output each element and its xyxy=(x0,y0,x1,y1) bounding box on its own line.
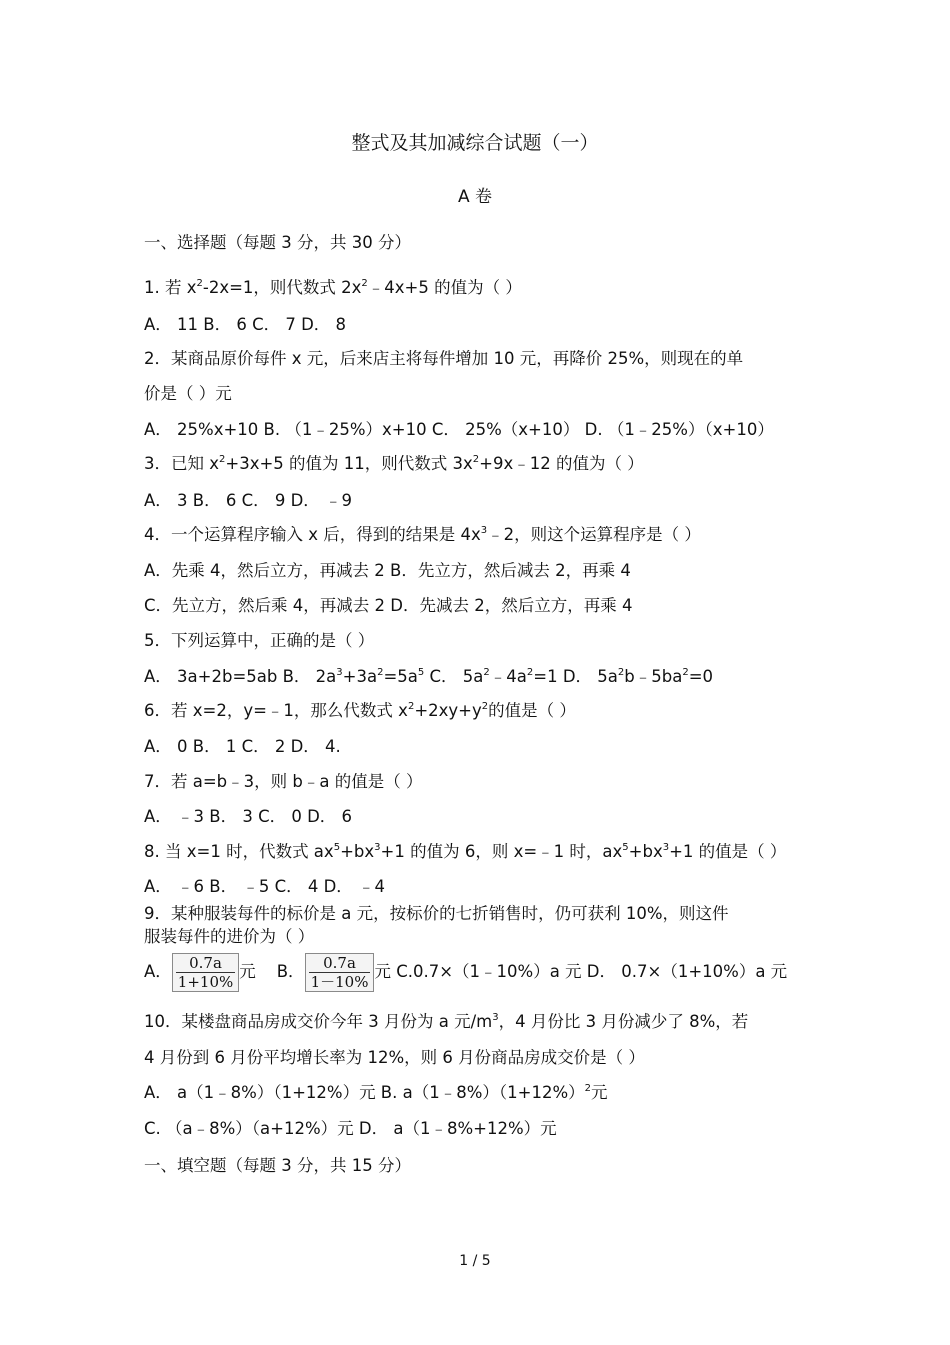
question-4: 4．一个运算程序输入 x 后，得到的结果是 $4x^3﹣2$，则这个运算程序是（ ） xyxy=(144,525,701,544)
question-3-options: A． 3 B． 6 C． 9 D． ﹣9 xyxy=(144,491,353,510)
question-6-options: A． 0 B． 1 C． 2 D． 4. xyxy=(144,737,341,756)
page-number: 1 / 5 xyxy=(459,1253,491,1269)
question-7: 7．若 a=b﹣3，则 b﹣a 的值是（ ） xyxy=(144,772,423,791)
question-10-options-2: C. （a﹣8%）（a+12%）元 D． a（1﹣8%+12%）元 xyxy=(144,1119,557,1138)
question-9-line2: 服装每件的进价为（ ） xyxy=(144,927,315,946)
section2-heading: 一、填空题（每题 3 分，共 15 分） xyxy=(144,1156,411,1175)
question-7-options: A． ﹣3 B． 3 C． 0 D． 6 xyxy=(144,807,353,826)
question-3: 3．已知 $x^2+3x+5$ 的值为 11，则代数式 $3x^2+9x﹣12$ 的值为（ ） xyxy=(144,454,644,473)
question-8: 8. 当 x=1 时，代数式 $ax^5+bx^3+1$ 的值为 6，则 x=﹣1 时，$ax^5+bx^3+1$ 的值是（ ） xyxy=(144,842,787,861)
question-4-options-1: A．先乘 4，然后立方，再减去 2 B．先立方，然后减去 2，再乘 4 xyxy=(144,561,631,580)
fraction-a: $\frac{0.7a}{1+10\%}$ xyxy=(172,953,239,992)
question-6: 6．若 x=2，y=﹣1，那么代数式 $x^2+2xy+y^2$的值是（ ） xyxy=(144,701,576,720)
question-2-line2: 价是（ ）元 xyxy=(144,384,232,403)
question-10-line1: 10．某楼盘商品房成交价今年 3 月份为 a 元$/m^3$，4 月份比 3 月份减少了 8%，若 xyxy=(144,1012,749,1031)
question-1: 1. 若 $x^2-2x=1$，则代数式 $2x^2﹣4x+5$ 的值为（ ） xyxy=(144,278,522,297)
section1-heading: 一、选择题（每题 3 分，共 30 分） xyxy=(144,233,411,252)
question-9-line1: 9．某种服装每件的标价是 a 元，按标价的七折销售时，仍可获利 10%，则这件 xyxy=(144,904,729,923)
question-2-options: A． 25%x+10 B. （1﹣25%）x+10 C． 25%（x+10） D. （1﹣25%）（x+10） xyxy=(144,420,774,439)
question-9-options: A． $\frac{0.7a}{1+10\%}$ 元 B． $\frac{0.7a}{1-10\%}$ 元 C.0.7×（1﹣10%）a 元 D． 0.7×（1+10%）a 元 xyxy=(144,954,788,991)
question-10-options-1: A． a（1﹣8%）（1+12%）元 B. $a(1﹣8\%)(1+12\%)^2$元 xyxy=(144,1083,608,1102)
question-1-options: A． 11 B． 6 C． 7 D． 8 xyxy=(144,315,347,334)
question-10-line2: 4 月份到 6 月份平均增长率为 12%，则 6 月份商品房成交价是（ ） xyxy=(144,1048,645,1067)
fraction-b: $\frac{0.7a}{1-10\%}$ xyxy=(305,953,375,992)
page-title: 整式及其加减综合试题（一） xyxy=(351,132,599,154)
question-5-options: A． 3a+2b=5ab B． $2a^3+3a^2=5a^5$ C． $5a^2﹣4a^2=1$ D． $5a^2b﹣5ba^2=0$ xyxy=(144,667,714,686)
question-5: 5．下列运算中，正确的是（ ） xyxy=(144,631,375,650)
question-content xyxy=(144,0,814,1345)
question-4-options-2: C．先立方，然后乘 4，再减去 2 D．先减去 2，然后立方，再乘 4 xyxy=(144,596,633,615)
question-2-line1: 2．某商品原价每件 x 元，后来店主将每件增加 10 元，再降价 25%，则现在的单 xyxy=(144,349,744,368)
question-8-options: A． ﹣6 B． ﹣5 C． 4 D． ﹣4 xyxy=(144,877,386,896)
section-subtitle: A 卷 xyxy=(457,187,493,207)
